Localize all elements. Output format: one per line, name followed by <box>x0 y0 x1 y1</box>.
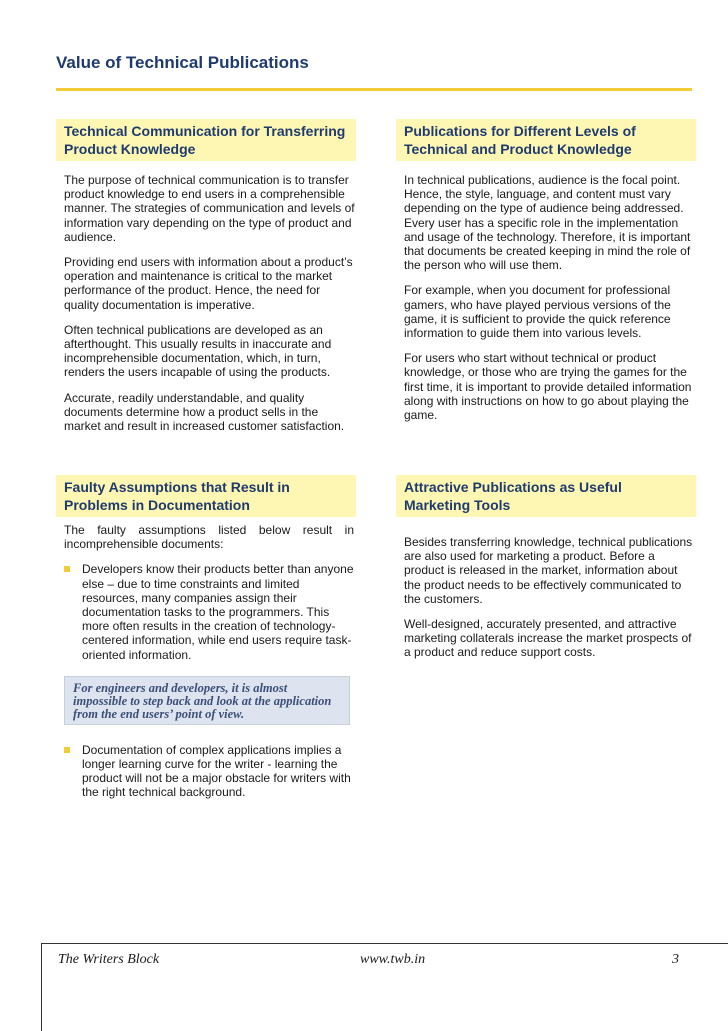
title-rule <box>56 88 692 91</box>
section-heading: Faulty Assumptions that Result in Problems in Documentation <box>56 475 356 517</box>
paragraph: Accurate, readily understandable, and quality documents determine how a product sells in the market and result in increased customer satisfaction. <box>64 390 345 434</box>
bullet-list <box>56 743 356 800</box>
left-column-lower <box>56 475 356 800</box>
callout-box: For engineers and developers, it is almost impossible to step back and look at the application from the end users’ point of view. <box>64 676 350 725</box>
right-column <box>396 119 696 422</box>
section-heading: Publications for Different Levels of Technical and Product Knowledge <box>396 119 696 161</box>
footer-publication-name: The Writers Block <box>58 952 160 967</box>
page-title: Value of Technical Publications <box>56 53 309 72</box>
list-item <box>64 562 356 661</box>
paragraph: In technical publications, audience is the focal point. Hence, the style, language, and content must vary depending on the type of audience being addressed. Every user has a specific role in the implementation and usage of the technology. Therefore, it is important that documents be created keeping in mind the role of the person who will use them. <box>404 173 691 273</box>
page-footer <box>41 943 728 1031</box>
paragraph: For users who start without technical or product knowledge, or those who are trying the games for the first time, it is important to provide detailed information along with instructions on how to go about playing the game. <box>404 351 692 423</box>
bullet-list <box>56 562 356 661</box>
square-bullet-icon <box>64 747 70 753</box>
section-heading: Technical Communication for Transferring Product Knowledge <box>56 119 356 161</box>
list-item-text: Developers know their products better than anyone else – due to time constraints and limited resources, many companies assign their documentation tasks to the programmers. This more often results in the creation of technology-centered information, while end users require task-oriented information. <box>82 562 354 662</box>
section-heading: Attractive Publications as Useful Marketing Tools <box>396 475 696 517</box>
square-bullet-icon <box>64 566 70 572</box>
page-number: 3 <box>672 952 679 967</box>
paragraph: Well-designed, accurately presented, and attractive marketing collaterals increase the market prospects of a product and reduce support costs. <box>404 617 692 660</box>
paragraph: Besides transferring knowledge, technical publications are also used for marketing a product. Before a product is released in the market, information about the product needs to be effectively communicated to the customers. <box>404 535 693 606</box>
list-item <box>64 743 356 800</box>
footer-website: www.twb.in <box>360 952 426 967</box>
list-item-text: Documentation of complex applications implies a longer learning curve for the writer - learning the product will not be a major obstacle for writers with the right technical background. <box>82 742 351 800</box>
paragraph: The purpose of technical communication is to transfer product knowledge to end users in a comprehensible manner. The strategies of communication and levels of information vary depending on the type of product and audience. <box>64 173 355 244</box>
paragraph: For example, when you document for professional gamers, who have played pervious versions of the game, it is sufficient to provide the quick reference information to guide them into various levels. <box>404 283 671 341</box>
paragraph: The faulty assumptions listed below result in incomprehensible documents: <box>64 523 354 552</box>
paragraph: Providing end users with information about a product’s operation and maintenance is critical to the market performance of the product. Hence, the need for quality documentation is imperative. <box>64 255 353 312</box>
left-column <box>56 119 356 433</box>
right-column-lower <box>396 475 696 660</box>
paragraph: Often technical publications are developed as an afterthought. This usually results in inaccurate and incomprehensible documentation, which, in turn, renders the users incapable of using the products. <box>64 322 332 380</box>
